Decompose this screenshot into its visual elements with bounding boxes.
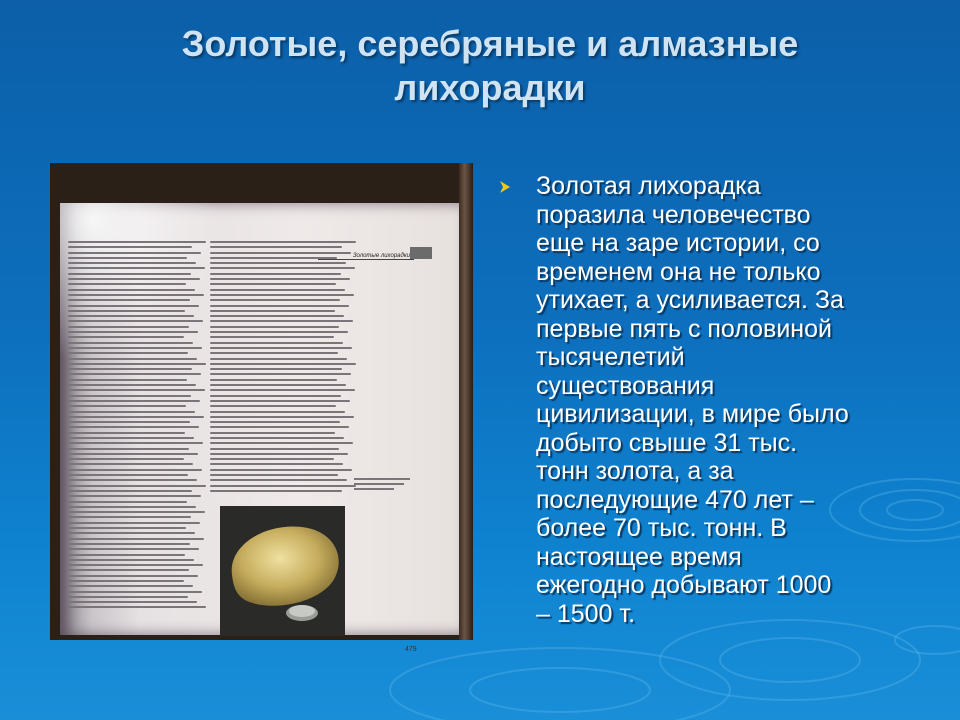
slide-title xyxy=(90,22,890,110)
gold-nugget-image xyxy=(210,505,348,633)
text-column-left xyxy=(68,241,208,612)
title-line-1: Золотые, серебряные и алмазные xyxy=(181,23,799,64)
book-page-photo xyxy=(50,163,473,653)
bullet-item-text: Золотая лихорадка поразила человечество еще на заре истории, со временем она не только утихает, а усиливается. За первые пять с половиной тысячелетий существования цивилизации, в мире было добыто свыше 31 тыс. тонн золота, а за последующие 470 лет – более 70 тыс. тонн. В настоящее время ежегодно добывают 1000 – 1500 т. xyxy=(536,172,849,628)
text-column-right xyxy=(210,241,360,495)
page-header-logo xyxy=(410,247,432,259)
title-line-2: лихорадки xyxy=(394,67,586,108)
book-page xyxy=(60,203,460,653)
book-spine xyxy=(459,163,473,640)
book-page-header: Золотые лихорадки xyxy=(318,253,414,260)
photo-caption xyxy=(354,478,414,493)
arrow-right-icon xyxy=(498,180,512,194)
bullet-list xyxy=(498,172,918,628)
book-page-number: 479 xyxy=(405,646,417,653)
